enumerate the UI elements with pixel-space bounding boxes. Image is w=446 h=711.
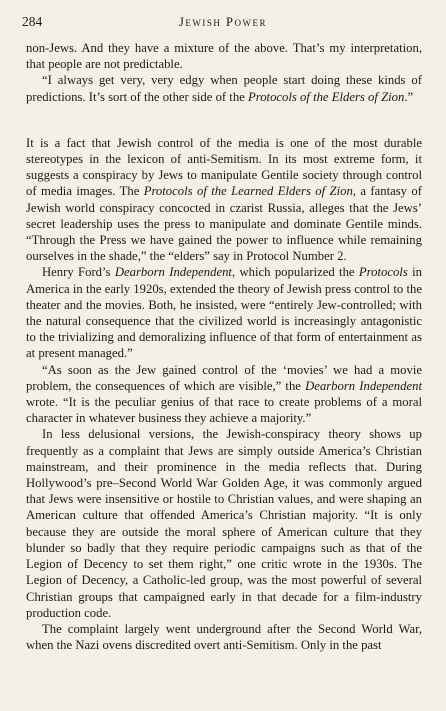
text-run: The complaint largely went underground after the Second World War, when the Nazi ovens discredited overt anti-Semitism. Only in the past: [26, 621, 422, 653]
paragraph: [26, 40, 422, 72]
italic-title: Protocols of the Learned Elders of Zion: [143, 184, 353, 199]
text-run: wrote. “It is the peculiar genius of that race to create problems of a moral character in whatever business they achieve a majority.”: [26, 395, 422, 426]
running-head: Jewish Power: [179, 15, 267, 29]
page-header: [22, 14, 424, 32]
text-run: “As soon as the Jew gained control of the ‘movies’ we had a movie problem, the consequences of which are visible,” the: [26, 362, 422, 393]
text-run: , which popularized the: [231, 265, 359, 280]
page-number: 284: [22, 14, 43, 29]
text-run: It is a fact that Jewish control of the media is one of the most durable stereotypes in the lexicon of anti-Semitism. In its most extreme form, it suggests a conspiracy by Jews to manipulate Gentile society through control of media images. The: [26, 135, 422, 199]
text-run: in America in the early 1920s, extended the theory of Jewish press control to the theater and the movies. Both, he insisted, were “entirely Jew-controlled; with the natural consequence that the civilized world is increasingly antagonistic to the trivializing and demoralizing influence of that form of entertainment as at present managed.”: [26, 265, 422, 361]
text-run: In less delusional versions, the Jewish-conspiracy theory shows up frequently as a complaint that Jews are simply outside America’s Christian mainstream, and their prominence in the media reflects that. During Hollywood’s pre–Second World War Golden Age, it was commonly argued that Jews were insensitive or hostile to Christian values, and were shaping an American culture that offended America’s Christian majority. “It is only because they are outside the moral sphere of American culture that they blunder so badly that they require periodic campaigns such as that of the Legion of Decency to set them right,” one critic wrote in the 1930s. The Legion of Decency, a Catholic-led group, was the most powerful of several Christian groups that campaigned early in that decade for a film-industry production code.: [26, 427, 422, 620]
italic-title: Dearborn Independent: [114, 265, 232, 280]
text-run: non-Jews. And they have a mixture of the above. That’s my interpretation, that people are not predictable.: [26, 41, 422, 72]
italic-title: Protocols: [358, 265, 408, 280]
section-break: [26, 105, 422, 135]
paragraph: [26, 621, 422, 653]
paragraph: [26, 135, 422, 265]
text-run: , a fantasy of Jewish world conspiracy concocted in czarist Russia, alleges that the Jews’ secret leadership uses the press to manipulate and dominate Gentile minds. “Through the Press we have gained the power to influence while remaining ourselves in the shade,” the “elders” say in Protocol Number 2.: [26, 184, 422, 264]
text-run: .”: [404, 89, 414, 104]
text-run: “I always get very, very edgy when people start doing these kinds of predictions. It’s sort of the other side of the: [26, 73, 422, 104]
paragraph: [26, 264, 422, 361]
text-run: Henry Ford’s: [42, 265, 115, 280]
paragraph: [26, 72, 422, 104]
body-text: [26, 40, 422, 653]
paragraph: [26, 362, 422, 427]
paragraph: [26, 426, 422, 620]
italic-title: Protocols of the Elders of Zion: [247, 89, 405, 104]
italic-title: Dearborn Independent: [305, 378, 422, 393]
